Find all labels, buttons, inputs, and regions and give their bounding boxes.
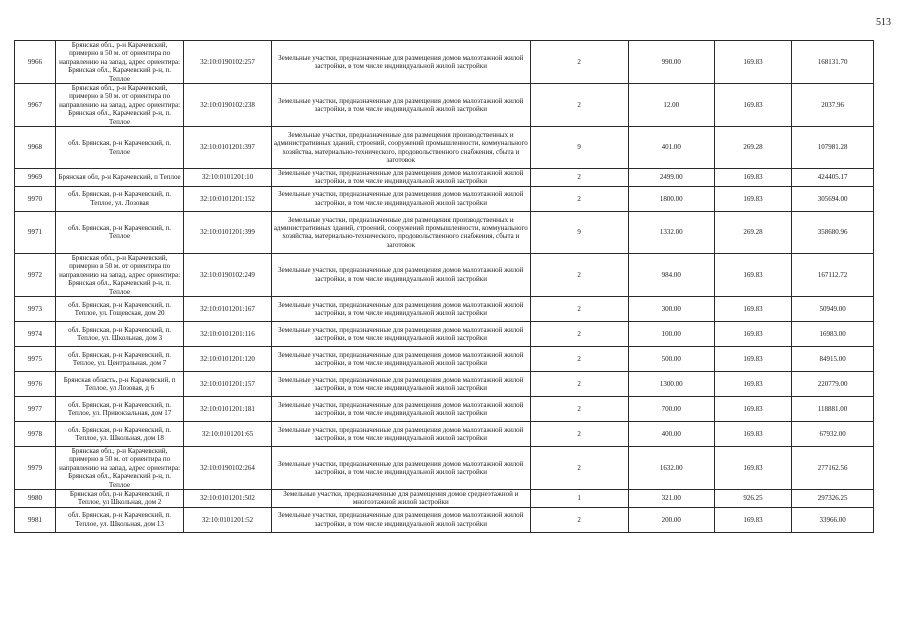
address-cell: обл. Брянская, р-н Карачевский, п. Теплое, ул. Школьная, дом 18 [55, 421, 183, 446]
cadastral-number-cell: 32:10:0101201:10 [184, 169, 271, 187]
cadastral-value-cell: 167112.72 [792, 253, 874, 296]
unit-price-cell: 269.28 [714, 211, 791, 253]
use-class-cell: 2 [530, 296, 628, 321]
area-cell: 300.00 [628, 296, 714, 321]
permitted-use-cell: Земельные участки, предназначенные для размещения домов малоэтажной жилой застройки, в том числе индивидуальной жилой застройки [271, 296, 530, 321]
area-cell: 12.00 [628, 84, 714, 127]
page-number: 513 [876, 17, 891, 28]
row-number-cell: 9973 [15, 296, 56, 321]
address-cell: Брянская обл., р-н Карачевский, примерно в 50 м. от ориентира по направлению на запад, адрес ориентира: Брянская обл., Карачевский р-н, п. Теплое [55, 446, 183, 489]
area-cell: 1300.00 [628, 371, 714, 396]
row-number-cell: 9970 [15, 186, 56, 211]
use-class-cell: 2 [530, 186, 628, 211]
table-row [15, 296, 874, 321]
table-row [15, 127, 874, 169]
area-cell: 2499.00 [628, 169, 714, 187]
use-class-cell: 2 [530, 169, 628, 187]
address-cell: обл. Брянская, р-н Карачевский, п. Теплое, ул. Привокзальная, дом 17 [55, 396, 183, 421]
address-cell: Брянская обл., р-н Карачевский, примерно в 50 м. от ориентира по направлению на запад, адрес ориентира: Брянская обл., Карачевский р-н, п. Теплое [55, 253, 183, 296]
permitted-use-cell: Земельные участки, предназначенные для размещения домов малоэтажной жилой застройки, в том числе индивидуальной жилой застройки [271, 321, 530, 346]
unit-price-cell: 169.83 [714, 186, 791, 211]
unit-price-cell: 169.83 [714, 321, 791, 346]
permitted-use-cell: Земельные участки, предназначенные для размещения домов среднеэтажной и многоэтажной жилой застройки [271, 489, 530, 507]
cadastral-value-cell: 2037.96 [792, 84, 874, 127]
cadastral-number-cell: 32:10:0190102:264 [184, 446, 271, 489]
address-cell: обл. Брянская, р-н Карачевский, п. Теплое [55, 211, 183, 253]
unit-price-cell: 169.83 [714, 507, 791, 532]
cadastral-number-cell: 32:10:0190102:257 [184, 41, 271, 84]
permitted-use-cell: Земельные участки, предназначенные для размещения домов малоэтажной жилой застройки, в том числе индивидуальной жилой застройки [271, 186, 530, 211]
use-class-cell: 2 [530, 507, 628, 532]
unit-price-cell: 169.83 [714, 41, 791, 84]
area-cell: 321.00 [628, 489, 714, 507]
table-row [15, 253, 874, 296]
use-class-cell: 2 [530, 84, 628, 127]
table-row [15, 489, 874, 507]
unit-price-cell: 169.83 [714, 396, 791, 421]
row-number-cell: 9978 [15, 421, 56, 446]
row-number-cell: 9979 [15, 446, 56, 489]
cadastral-value-cell: 277162.56 [792, 446, 874, 489]
cadastral-number-cell: 32:10:0101201:157 [184, 371, 271, 396]
area-cell: 990.00 [628, 41, 714, 84]
cadastral-number-cell: 32:10:0190102:238 [184, 84, 271, 127]
use-class-cell: 2 [530, 253, 628, 296]
area-cell: 1800.00 [628, 186, 714, 211]
unit-price-cell: 169.83 [714, 446, 791, 489]
cadastral-number-cell: 32:10:0101201:120 [184, 346, 271, 371]
table-row [15, 169, 874, 187]
table-row [15, 41, 874, 84]
table-row [15, 186, 874, 211]
area-cell: 984.00 [628, 253, 714, 296]
cadastral-value-cell: 67932.00 [792, 421, 874, 446]
registry-table-body [15, 41, 874, 533]
row-number-cell: 9972 [15, 253, 56, 296]
cadastral-value-cell: 297326.25 [792, 489, 874, 507]
cadastral-value-cell: 50949.00 [792, 296, 874, 321]
cadastral-number-cell: 32:10:0101201:65 [184, 421, 271, 446]
table-row [15, 84, 874, 127]
permitted-use-cell: Земельные участки, предназначенные для размещения домов малоэтажной жилой застройки, в том числе индивидуальной жилой застройки [271, 396, 530, 421]
cadastral-number-cell: 32:10:0101201:181 [184, 396, 271, 421]
area-cell: 200.00 [628, 507, 714, 532]
cadastral-value-cell: 107981.28 [792, 127, 874, 169]
address-cell: обл. Брянская, р-н Карачевский, п. Теплое [55, 127, 183, 169]
permitted-use-cell: Земельные участки, предназначенные для размещения домов малоэтажной жилой застройки, в том числе индивидуальной жилой застройки [271, 371, 530, 396]
land-registry-table [14, 40, 874, 533]
address-cell: Брянская обл., р-н Карачевский, примерно в 50 м. от ориентира по направлению на запад, адрес ориентира: Брянская обл., Карачевский р-н, п. Теплое [55, 41, 183, 84]
row-number-cell: 9966 [15, 41, 56, 84]
unit-price-cell: 269.28 [714, 127, 791, 169]
cadastral-number-cell: 32:10:0101201:399 [184, 211, 271, 253]
cadastral-number-cell: 32:10:0101201:397 [184, 127, 271, 169]
table-row [15, 211, 874, 253]
area-cell: 1332.00 [628, 211, 714, 253]
row-number-cell: 9974 [15, 321, 56, 346]
address-cell: Брянская обл, р-н Карачевский, п Теплое [55, 169, 183, 187]
unit-price-cell: 169.83 [714, 421, 791, 446]
use-class-cell: 2 [530, 446, 628, 489]
table-row [15, 321, 874, 346]
use-class-cell: 9 [530, 127, 628, 169]
table-row [15, 507, 874, 532]
area-cell: 700.00 [628, 396, 714, 421]
row-number-cell: 9969 [15, 169, 56, 187]
cadastral-value-cell: 358680.96 [792, 211, 874, 253]
unit-price-cell: 169.83 [714, 371, 791, 396]
table-row [15, 421, 874, 446]
use-class-cell: 2 [530, 396, 628, 421]
unit-price-cell: 169.83 [714, 346, 791, 371]
table-row [15, 446, 874, 489]
cadastral-number-cell: 32:10:0101201:116 [184, 321, 271, 346]
permitted-use-cell: Земельные участки, предназначенные для размещения домов малоэтажной жилой застройки, в том числе индивидуальной жилой застройки [271, 41, 530, 84]
use-class-cell: 2 [530, 346, 628, 371]
table-row [15, 396, 874, 421]
row-number-cell: 9977 [15, 396, 56, 421]
unit-price-cell: 169.83 [714, 169, 791, 187]
address-cell: обл. Брянская, р-н Карачевский, п. Теплое, ул. Центральная, дом 7 [55, 346, 183, 371]
address-cell: Брянская область, р-н Карачевский, п Теплое, ул Лозовая, д 6 [55, 371, 183, 396]
row-number-cell: 9980 [15, 489, 56, 507]
cadastral-value-cell: 33966.00 [792, 507, 874, 532]
row-number-cell: 9981 [15, 507, 56, 532]
area-cell: 1632.00 [628, 446, 714, 489]
row-number-cell: 9968 [15, 127, 56, 169]
use-class-cell: 2 [530, 421, 628, 446]
permitted-use-cell: Земельные участки, предназначенные для размещения производственных и административных зданий, строений, сооружений промышленности, коммунального хозяйства, материально-технического, продовольственного снабжения, сбыта и заготовок [271, 127, 530, 169]
row-number-cell: 9975 [15, 346, 56, 371]
cadastral-value-cell: 118881.00 [792, 396, 874, 421]
cadastral-number-cell: 32:10:0101201:152 [184, 186, 271, 211]
cadastral-number-cell: 32:10:0101201:52 [184, 507, 271, 532]
cadastral-value-cell: 220779.00 [792, 371, 874, 396]
area-cell: 100.00 [628, 321, 714, 346]
address-cell: обл. Брянская, р-н Карачевский, п. Теплое, ул. Школьная, дом 13 [55, 507, 183, 532]
row-number-cell: 9967 [15, 84, 56, 127]
use-class-cell: 2 [530, 371, 628, 396]
unit-price-cell: 169.83 [714, 84, 791, 127]
cadastral-value-cell: 424405.17 [792, 169, 874, 187]
row-number-cell: 9971 [15, 211, 56, 253]
unit-price-cell: 926.25 [714, 489, 791, 507]
use-class-cell: 2 [530, 321, 628, 346]
unit-price-cell: 169.83 [714, 296, 791, 321]
use-class-cell: 1 [530, 489, 628, 507]
permitted-use-cell: Земельные участки, предназначенные для размещения домов малоэтажной жилой застройки, в том числе индивидуальной жилой застройки [271, 507, 530, 532]
cadastral-value-cell: 168131.70 [792, 41, 874, 84]
unit-price-cell: 169.83 [714, 253, 791, 296]
use-class-cell: 9 [530, 211, 628, 253]
permitted-use-cell: Земельные участки, предназначенные для размещения домов малоэтажной жилой застройки, в том числе индивидуальной жилой застройки [271, 84, 530, 127]
row-number-cell: 9976 [15, 371, 56, 396]
area-cell: 500.00 [628, 346, 714, 371]
permitted-use-cell: Земельные участки, предназначенные для размещения домов малоэтажной жилой застройки, в том числе индивидуальной жилой застройки [271, 421, 530, 446]
cadastral-value-cell: 305694.00 [792, 186, 874, 211]
permitted-use-cell: Земельные участки, предназначенные для размещения домов малоэтажной жилой застройки, в том числе индивидуальной жилой застройки [271, 346, 530, 371]
cadastral-number-cell: 32:10:0190102:249 [184, 253, 271, 296]
permitted-use-cell: Земельные участки, предназначенные для размещения производственных и административных зданий, строений, сооружений промышленности, коммунального хозяйства, материально-технического, продовольственного снабжения, сбыта и заготовок [271, 211, 530, 253]
address-cell: обл. Брянская, р-н Карачевский, п. Теплое, ул. Лозовая [55, 186, 183, 211]
permitted-use-cell: Земельные участки, предназначенные для размещения домов малоэтажной жилой застройки, в том числе индивидуальной жилой застройки [271, 446, 530, 489]
address-cell: обл. Брянская, р-н Карачевский, п. Теплое, ул. Школьная, дом 3 [55, 321, 183, 346]
address-cell: обл. Брянская, р-н Карачевский, п. Теплое, ул. Гощевская, дом 20 [55, 296, 183, 321]
cadastral-number-cell: 32:10:0101201:167 [184, 296, 271, 321]
table-row [15, 371, 874, 396]
cadastral-value-cell: 84915.00 [792, 346, 874, 371]
cadastral-value-cell: 16983.00 [792, 321, 874, 346]
permitted-use-cell: Земельные участки, предназначенные для размещения домов малоэтажной жилой застройки, в том числе индивидуальной жилой застройки [271, 253, 530, 296]
address-cell: Брянская обл, р-н Карачевский, п Теплое, ул Школьная, дом 2 [55, 489, 183, 507]
area-cell: 400.00 [628, 421, 714, 446]
cadastral-number-cell: 32:10:0101201:502 [184, 489, 271, 507]
use-class-cell: 2 [530, 41, 628, 84]
address-cell: Брянская обл., р-н Карачевский, примерно в 50 м. от ориентира по направлению на запад, адрес ориентира: Брянская обл., Карачевский р-н, п. Теплое [55, 84, 183, 127]
permitted-use-cell: Земельные участки, предназначенные для размещения домов малоэтажной жилой застройки, в том числе индивидуальной жилой застройки [271, 169, 530, 187]
area-cell: 401.00 [628, 127, 714, 169]
table-row [15, 346, 874, 371]
